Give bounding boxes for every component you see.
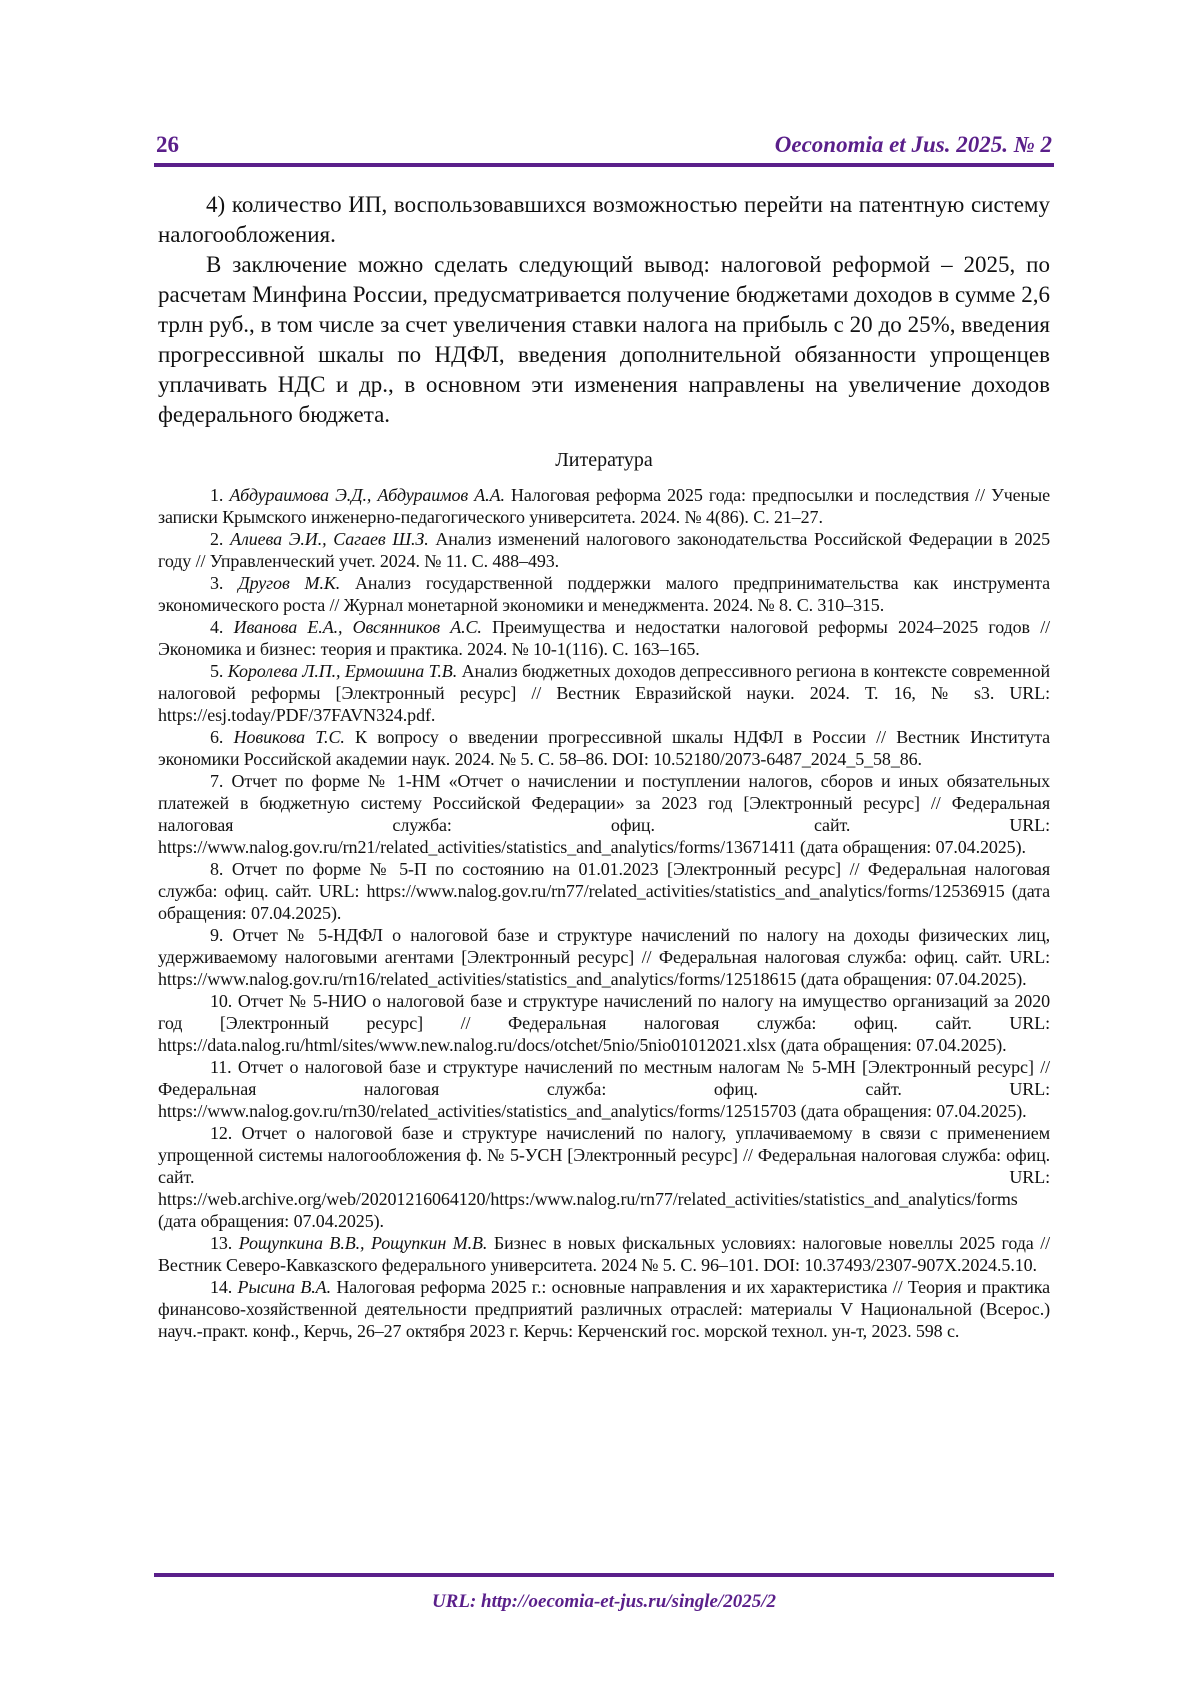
footer-divider [154, 1573, 1054, 1577]
reference-number: 4. [210, 617, 224, 637]
reference-text: Налоговая реформа 2025 г.: основные направления и их характеристика // Теория и практика финансово-хозяйственной деятельности предприятий различных отраслей: материалы V Национальной (Всерос.) науч.-практ. конф., Керчь, 26–27 октября 2023 г. Керчь: Керченский гос. морской технол. ун-т, 2023. 598 с. [158, 1277, 1051, 1341]
body-paragraph: 4) количество ИП, воспользовавшихся возможностью перейти на патентную систему налогообложения. [158, 192, 1050, 247]
reference-number: 1. [210, 485, 224, 505]
reference-item [158, 1122, 1050, 1232]
reference-text: Отчет по форме № 1-НМ «Отчет о начислении и поступлении налогов, сборов и иных обязательных платежей в бюджетную систему Российской Федерации» за 2023 год [Электронный ресурс] // Федеральная налоговая служба: офиц. сайт. URL: https://www.nalog.gov.ru/rn21/related_activities/statistics_and_analytics/forms/13671411 (дата обращения: 07.04.2025). [158, 771, 1050, 857]
reference-item [158, 990, 1050, 1056]
article-body [158, 190, 1050, 430]
reference-item [158, 770, 1050, 858]
reference-number: 7. [210, 771, 224, 791]
reference-item [158, 1056, 1050, 1122]
reference-text: Анализ бюджетных доходов депрессивного региона в контексте современной налоговой реформы [Электронный ресурс] // Вестник Евразийской науки. 2024. Т. 16, № s3. URL: https://esj.today/PDF/37FAVN324.pdf. [158, 661, 1050, 725]
reference-authors: Иванова Е.А., Овсянников А.С. [233, 617, 482, 637]
reference-number: 13. [210, 1233, 233, 1253]
header-divider [154, 163, 1054, 167]
reference-authors: Абдураимова Э.Д., Абдураимов А.А. [229, 485, 505, 505]
reference-text: Бизнес в новых фискальных условиях: налоговые новеллы 2025 года // Вестник Северо-Кавказского федерального университета. 2024 № 5. С. 96–101. DOI: 10.37493/2307-907X.2024.5.10. [158, 1233, 1051, 1275]
reference-authors: Алиева Э.И., Сагаев Ш.З. [230, 529, 429, 549]
reference-text: Отчет о налоговой базе и структуре начислений по налогу, уплачиваемому в связи с применением упрощенной системы налогообложения ф. № 5-УСН [Электронный ресурс] // Федеральная налоговая служба: офиц. сайт. URL: https://web.archive.org/web/20201216064120/https:/www.nalog.ru/rn77/related_activities/statistics_and_analytics/forms (дата обращения: 07.04.2025). [158, 1123, 1050, 1231]
reference-authors: Рысина В.А. [237, 1277, 331, 1297]
reference-number: 10. [210, 991, 233, 1011]
reference-number: 6. [210, 727, 224, 747]
reference-number: 3. [210, 573, 224, 593]
reference-text: Отчет по форме № 5-П по состоянию на 01.01.2023 [Электронный ресурс] // Федеральная налоговая служба: офиц. сайт. URL: https://www.nalog.gov.ru/rn77/related_activities/statistics_and_analytics/forms/12536915 (дата обращения: 07.04.2025). [158, 859, 1050, 923]
reference-text: Анализ изменений налогового законодательства Российской Федерации в 2025 году // Управленческий учет. 2024. № 11. С. 488–493. [158, 529, 1051, 571]
reference-text: Преимущества и недостатки налоговой реформы 2024–2025 годов // Экономика и бизнес: теория и практика. 2024. № 10-1(116). С. 163–165. [158, 617, 1050, 659]
reference-item [158, 660, 1050, 726]
reference-authors: Новикова Т.С. [233, 727, 345, 747]
reference-number: 2. [210, 529, 224, 549]
reference-number: 11. [210, 1057, 232, 1077]
page-number: 26 [156, 132, 179, 157]
reference-item [158, 1276, 1050, 1342]
reference-item [158, 572, 1050, 616]
literature-heading: Литература [555, 449, 653, 471]
reference-item [158, 924, 1050, 990]
reference-item [158, 484, 1050, 528]
reference-item [158, 528, 1050, 572]
reference-text: Отчет о налоговой базе и структуре начислений по местным налогам № 5-МН [Электронный ресурс] // Федеральная налоговая служба: офиц. сайт. URL: https://www.nalog.gov.ru/rn30/related_activities/statistics_and_analytics/forms/12515703 (дата обращения: 07.04.2025). [158, 1057, 1050, 1121]
reference-text: Анализ государственной поддержки малого предпринимательства как инструмента экономического роста // Журнал монетарной экономики и менеджмента. 2024. № 8. С. 310–315. [158, 573, 1051, 615]
reference-text: Отчет № 5-НИО о налоговой базе и структуре начислений по налогу на имущество организаций за 2020 год [Электронный ресурс] // Федеральная налоговая служба: офиц. сайт. URL: https://data.nalog.ru/html/sites/www.new.nalog.ru/docs/otchet/5nio/5nio01012021.xlsx (дата обращения: 07.04.2025). [158, 991, 1050, 1055]
reference-number: 9. [210, 925, 224, 945]
page-header [156, 132, 1052, 166]
reference-authors: Королева Л.П., Ермошина Т.В. [227, 661, 458, 681]
reference-text: Налоговая реформа 2025 года: предпосылки и последствия // Ученые записки Крымского инженерно-педагогического университета. 2024. № 4(86). С. 21–27. [158, 485, 1050, 527]
reference-text: К вопросу о введении прогрессивной шкалы НДФЛ в России // Вестник Института экономики Российской академии наук. 2024. № 5. С. 58–86. DOI: 10.52180/2073-6487_2024_5_58_86. [158, 727, 1050, 769]
reference-item [158, 616, 1050, 660]
body-paragraph: В заключение можно сделать следующий вывод: налоговой реформой – 2025, по расчетам Минфина России, предусматривается получение бюджетами доходов в сумме 2,6 трлн руб., в том числе за счет увеличения ставки налога на прибыль с 20 до 25%, введения прогрессивной шкалы по НДФЛ, введения дополнительной обязанности упрощенцев уплачивать НДС и др., в основном эти изменения направлены на увеличение доходов федерального бюджета. [158, 252, 1050, 427]
reference-number: 8. [210, 859, 224, 879]
reference-authors: Рощупкина В.В., Рощупкин М.В. [238, 1233, 488, 1253]
reference-item [158, 858, 1050, 924]
reference-number: 5. [210, 661, 224, 681]
reference-item [158, 726, 1050, 770]
reference-list [158, 484, 1050, 1342]
journal-title: Oeconomia et Jus. 2025. № 2 [774, 132, 1052, 157]
reference-number: 12. [210, 1123, 233, 1143]
reference-text: Отчет № 5-НДФЛ о налоговой базе и структуре начислений по налогу на доходы физических лиц, удерживаемому налоговыми агентами [Электронный ресурс] // Федеральная налоговая служба: офиц. сайт. URL: https://www.nalog.gov.ru/rn16/related_activities/statistics_and_analytics/forms/12518615 (дата обращения: 07.04.2025). [158, 925, 1051, 989]
reference-item [158, 1232, 1050, 1276]
reference-authors: Другов М.К. [238, 573, 341, 593]
footer-url[interactable]: URL: http://oecomia-et-jus.ru/single/2025/2 [431, 1591, 777, 1612]
reference-number: 14. [210, 1277, 233, 1297]
